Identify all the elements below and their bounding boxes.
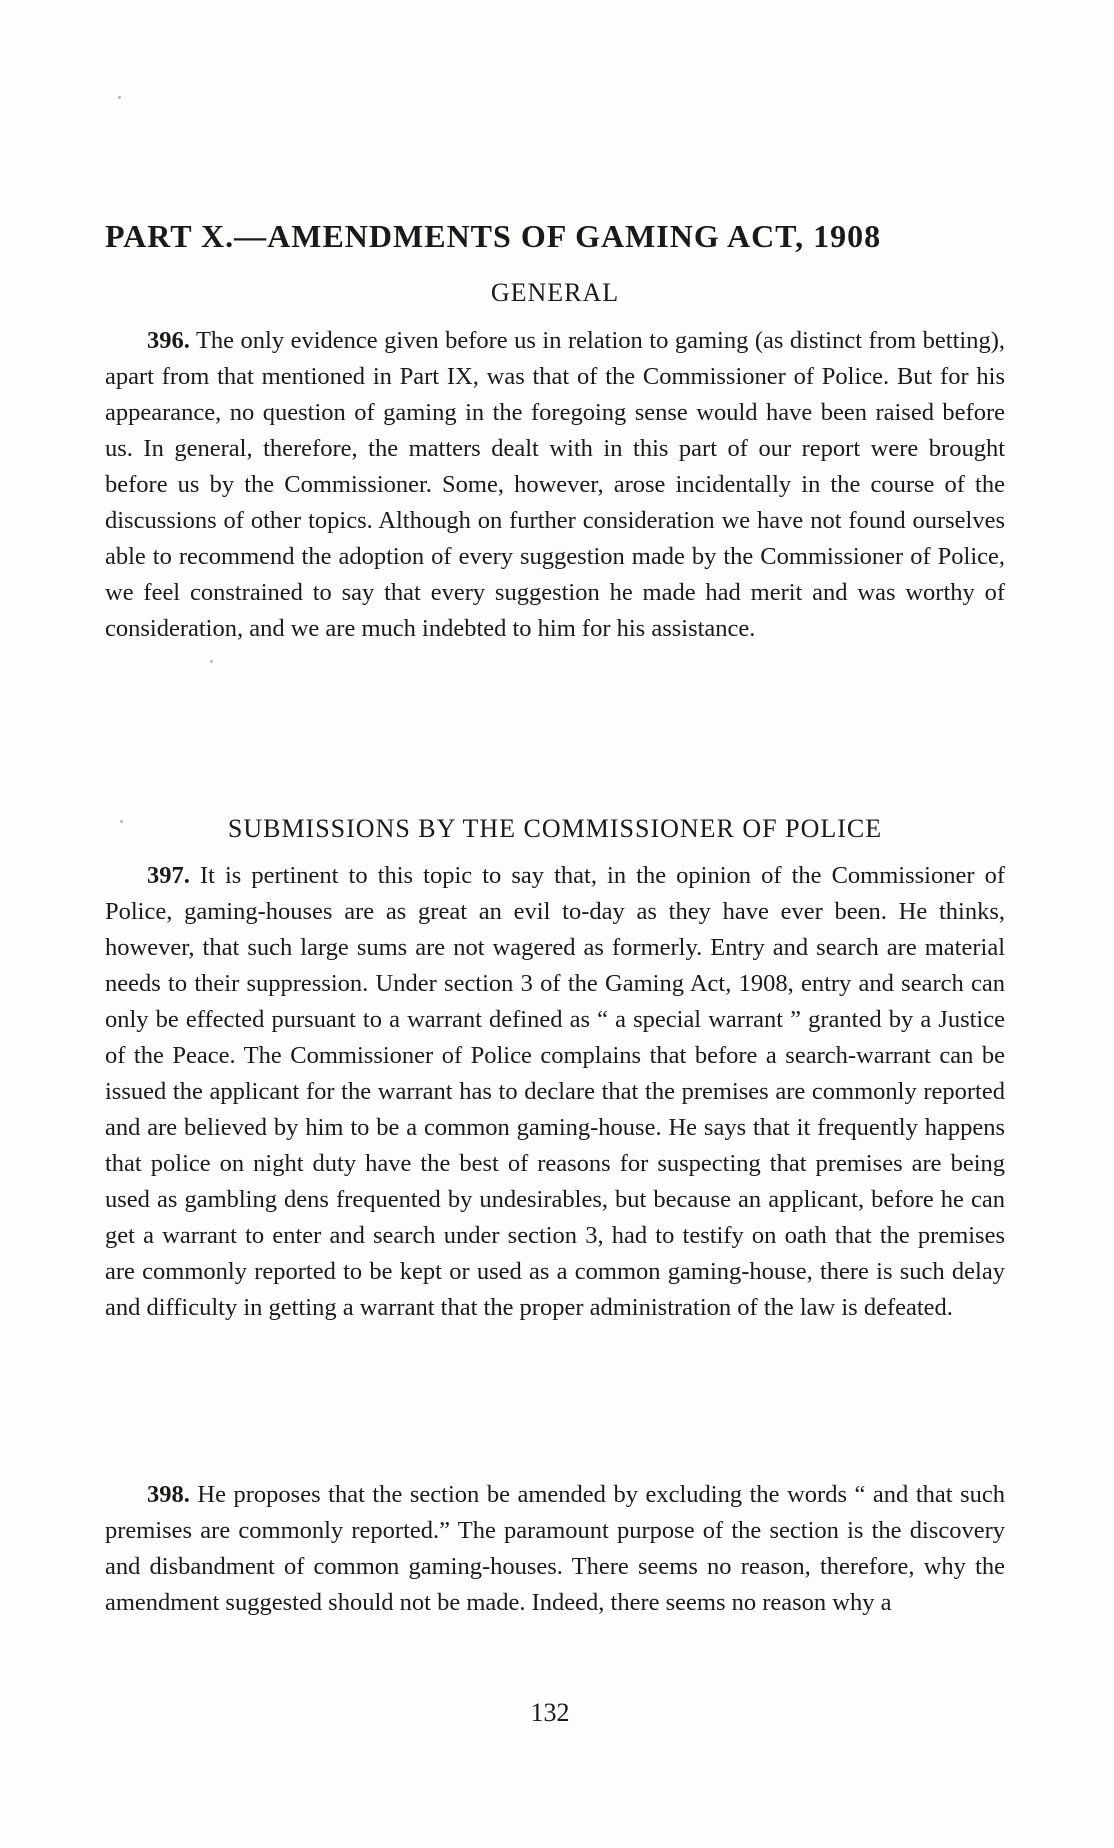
paragraph-397 bbox=[105, 858, 1005, 1326]
section-heading-submissions: SUBMISSIONS BY THE COMMISSIONER OF POLICE bbox=[227, 814, 883, 843]
paragraph-text: The only evidence given before us in relation to gaming (as distinct from betting), apart from that mentioned in Part IX, was that of the Commissioner of Police. But for his appearance, no question of gaming in the foregoing sense would have been raised before us. In general, therefore, the matters dealt with in this part of our report were brought before us by the Commissioner. Some, however, arose incidentally in the course of the discussions of other topics. Although on further consideration we have not found ourselves able to recommend the adoption of every suggestion made by the Commissioner of Police, we feel constrained to say that every suggestion he made had merit and was worthy of consideration, and we are much indebted to him for his assistance. bbox=[105, 327, 1005, 642]
paragraph-396 bbox=[105, 323, 1005, 647]
paragraph-number: 398. bbox=[147, 1481, 190, 1508]
scan-speck bbox=[210, 660, 213, 663]
page-number: 132 bbox=[530, 1698, 570, 1727]
paragraph-number: 397. bbox=[147, 862, 190, 889]
part-title: PART X.—AMENDMENTS OF GAMING ACT, 1908 bbox=[105, 218, 882, 254]
paragraph-number: 396. bbox=[147, 327, 190, 354]
paragraph-text: It is pertinent to this topic to say that, in the opinion of the Commissioner of Police, gaming-houses are as great an evil to-day as they have ever been. He thinks, however, that such large sums are not wagered as formerly. Entry and search are material needs to their suppression. Under section 3 of the Gaming Act, 1908, entry and search can only be effected pursuant to a warrant defined as “ a special warrant ” granted by a Justice of the Peace. The Commissioner of Police complains that before a search-warrant can be issued the applicant for the warrant has to declare that the premises are commonly reported and are believed by him to be a common gaming-house. He says that it frequently happens that police on night duty have the best of reasons for suspecting that premises are being used as gambling dens frequented by undesirables, but because an applicant, before he can get a warrant to enter and search under section 3, had to testify on oath that the premises are commonly reported to be kept or used as a common gaming-house, there is such delay and difficulty in getting a warrant that the proper administration of the law is defeated. bbox=[105, 862, 1005, 1321]
scan-speck bbox=[118, 96, 121, 99]
paragraph-398 bbox=[105, 1477, 1005, 1621]
section-heading-general: GENERAL bbox=[490, 278, 620, 307]
paragraph-text: He proposes that the section be amended by excluding the words “ and that such premises are commonly reported.” The paramount purpose of the section is the discovery and disbandment of common gaming-houses. There seems no reason, therefore, why the amendment suggested should not be made. Indeed, there seems no reason why a bbox=[105, 1481, 1006, 1616]
